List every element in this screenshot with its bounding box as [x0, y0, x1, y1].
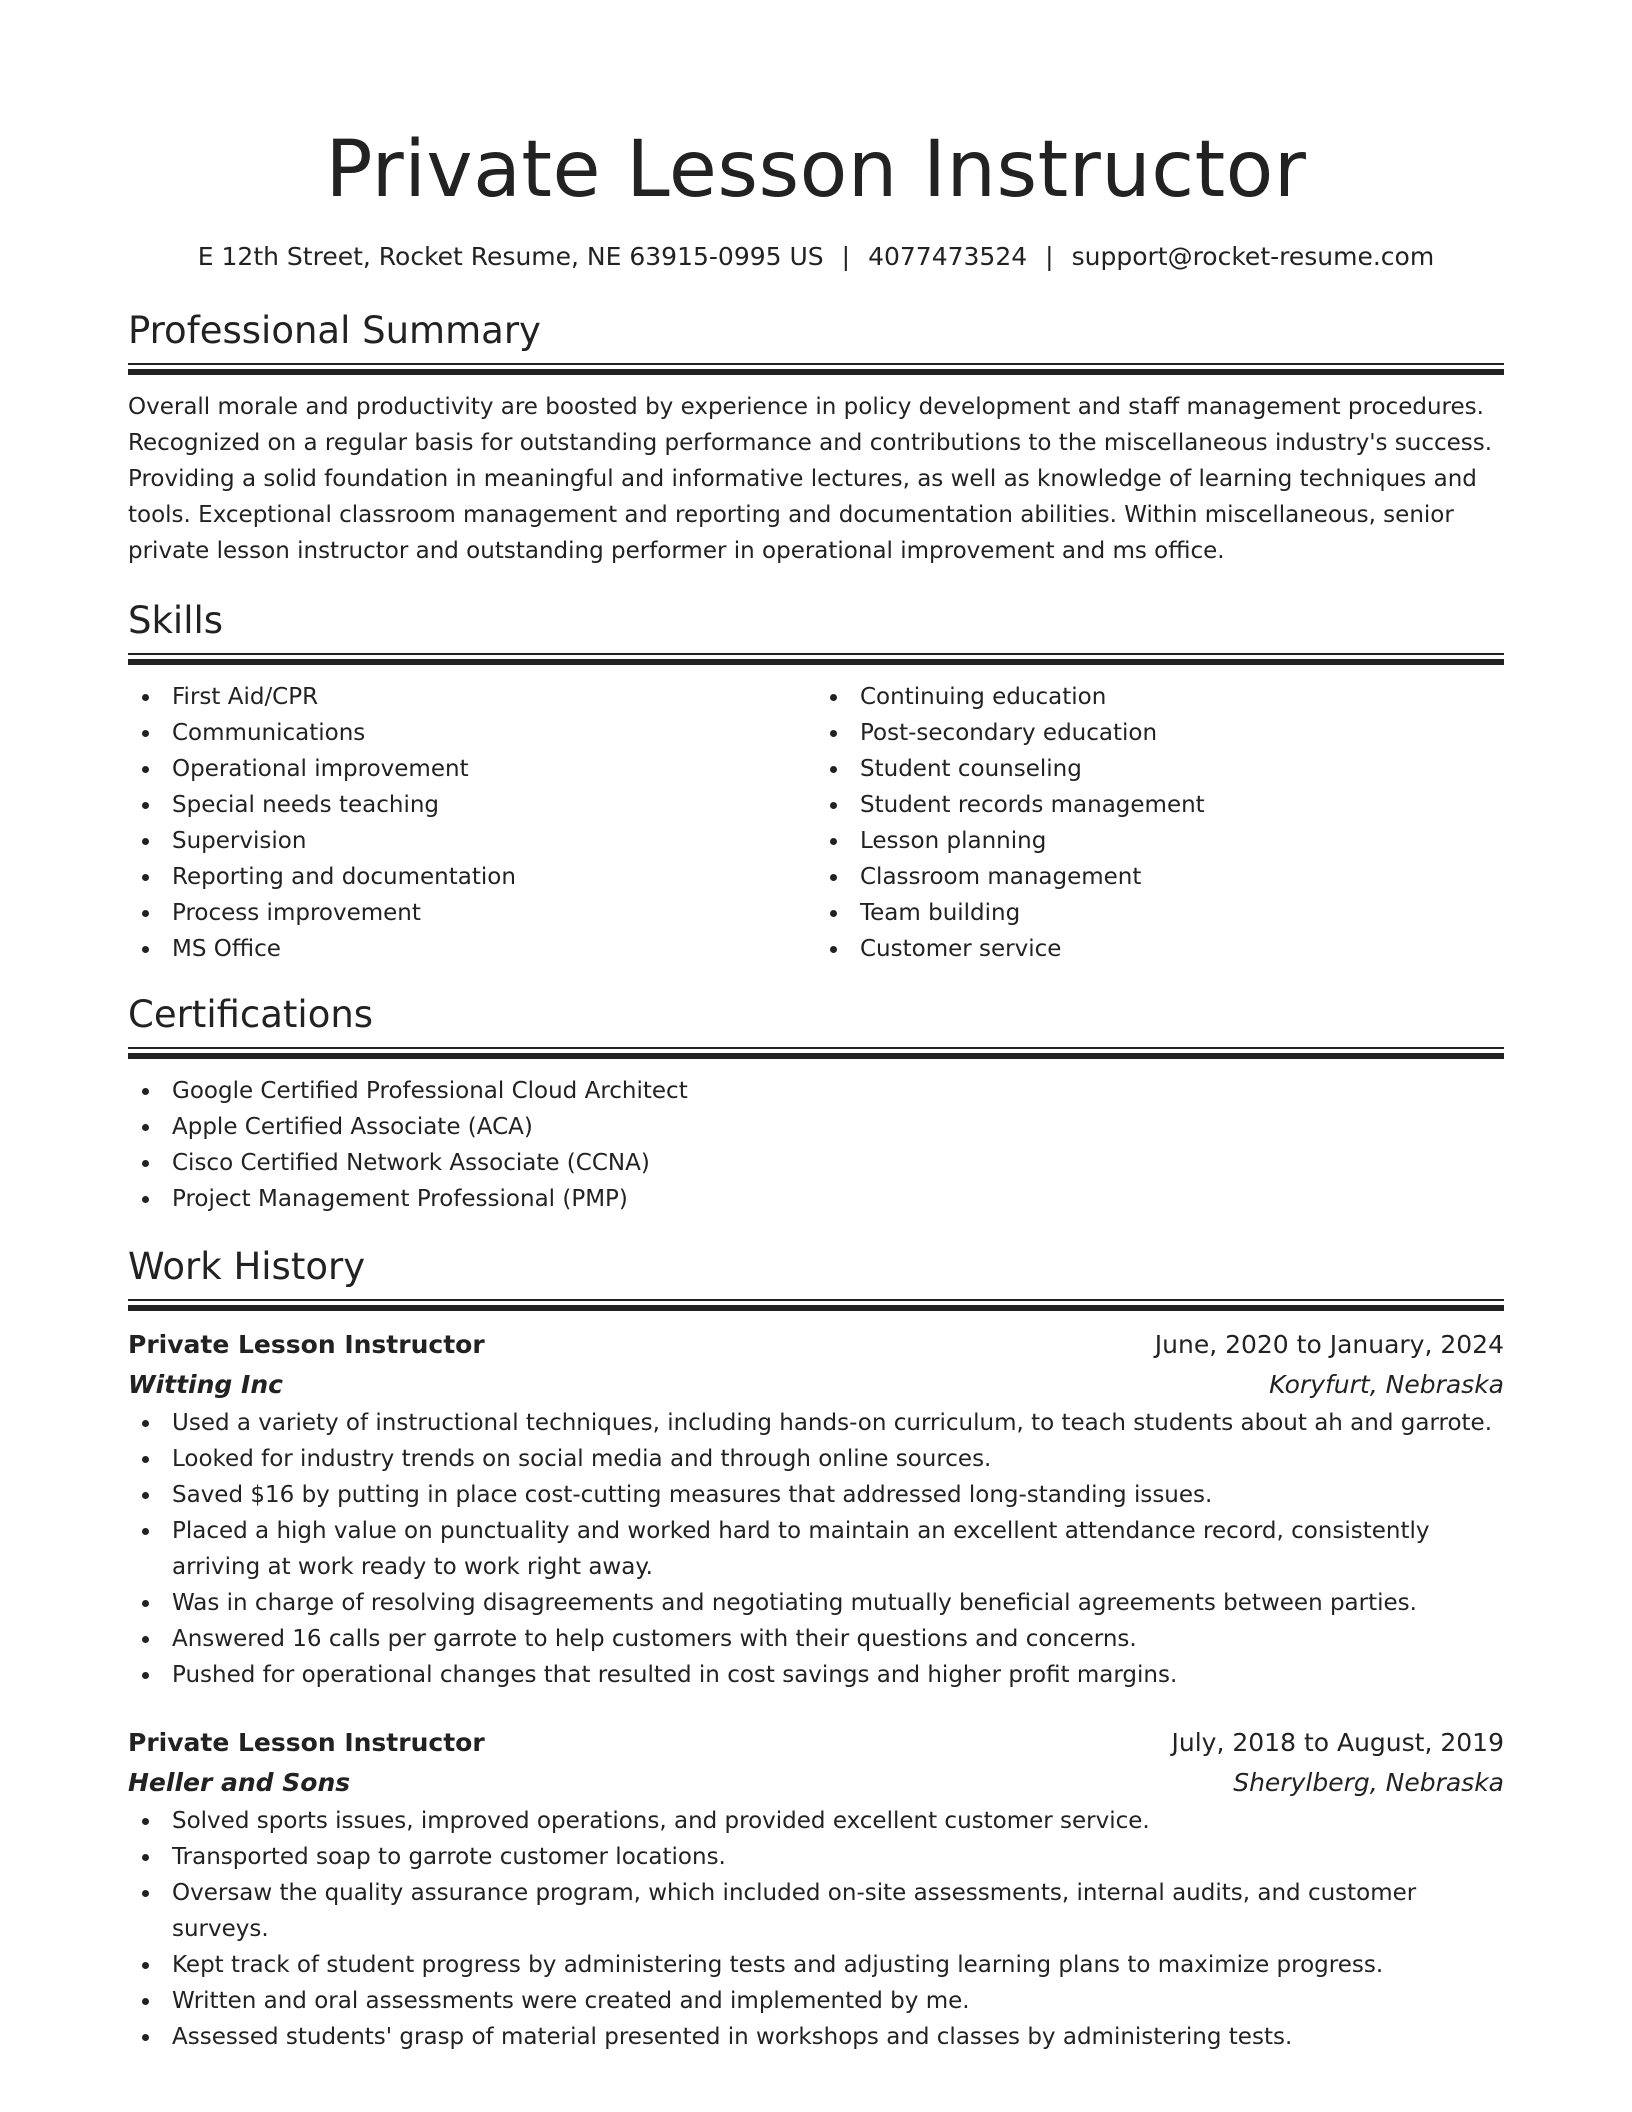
- job-duties: [128, 1803, 1504, 2055]
- job-duty-item: Assessed students' grasp of material presented in workshops and classes by administering tests.: [128, 2019, 1504, 2055]
- work-history-section: [128, 1243, 1504, 2055]
- job-duty-item: Was in charge of resolving disagreements and negotiating mutually beneficial agreements between parties.: [128, 1585, 1504, 1621]
- certification-item: Cisco Certified Network Associate (CCNA): [128, 1145, 1504, 1181]
- skill-item: Post-secondary education: [816, 715, 1504, 751]
- job-header: [128, 1723, 1504, 1763]
- summary-text: Overall morale and productivity are boosted by experience in policy development and staff management procedures. Recognized on a regular basis for outstanding performance and contributions to the miscellaneous industry's success. Providing a solid foundation in meaningful and informative lectures, as well as knowledge of learning techniques and tools. Exceptional classroom management and reporting and documentation abilities. Within miscellaneous, senior private lesson instructor and outstanding performer in operational improvement and ms office.: [128, 394, 1493, 564]
- section-title-summary: Professional Summary: [128, 309, 541, 352]
- certifications-list: [128, 1073, 1504, 1217]
- contact-email: support@rocket-resume.com: [1071, 242, 1435, 271]
- job-title: Private Lesson Instructor: [128, 1728, 485, 1757]
- job-entry: [128, 1325, 1504, 1693]
- skills-column-right: [816, 679, 1504, 967]
- contact-separator: |: [841, 242, 851, 271]
- skill-item: Reporting and documentation: [128, 859, 816, 895]
- job-location: Koryfurt, Nebraska: [1269, 1370, 1504, 1399]
- skill-item: Customer service: [816, 931, 1504, 967]
- contact-address: E 12th Street, Rocket Resume, NE 63915-0995 US: [197, 242, 824, 271]
- skill-item: Student counseling: [816, 751, 1504, 787]
- skill-item: Lesson planning: [816, 823, 1504, 859]
- job-duty-item: Pushed for operational changes that resulted in cost savings and higher profit margins.: [128, 1657, 1504, 1693]
- job-duty-item: Written and oral assessments were created and implemented by me.: [128, 1983, 1504, 2019]
- job-dates: June, 2020 to January, 2024: [1154, 1330, 1504, 1359]
- certification-item: Project Management Professional (PMP): [128, 1181, 1504, 1217]
- skill-item: Operational improvement: [128, 751, 816, 787]
- resume-name: Private Lesson Instructor: [325, 125, 1307, 215]
- job-subheader: [128, 1763, 1504, 1803]
- job-duty-item: Placed a high value on punctuality and worked hard to maintain an excellent attendance record, consistently arriving at work ready to work right away.: [128, 1513, 1504, 1585]
- certification-item: Apple Certified Associate (ACA): [128, 1109, 1504, 1145]
- certification-item: Google Certified Professional Cloud Architect: [128, 1073, 1504, 1109]
- section-title-certifications: Certifications: [128, 993, 374, 1036]
- job-location: Sherylberg, Nebraska: [1233, 1768, 1504, 1797]
- job-duty-item: Saved $16 by putting in place cost-cutting measures that addressed long-standing issues.: [128, 1477, 1504, 1513]
- skill-item: First Aid/CPR: [128, 679, 816, 715]
- section-divider: [128, 363, 1504, 375]
- section-divider: [128, 653, 1504, 665]
- skill-item: Team building: [816, 895, 1504, 931]
- job-duty-item: Solved sports issues, improved operations, and provided excellent customer service.: [128, 1803, 1504, 1839]
- job-entry: [128, 1723, 1504, 2055]
- skills-grid: [128, 679, 1504, 967]
- contact-line: [128, 240, 1504, 274]
- skill-item: Process improvement: [128, 895, 816, 931]
- job-duty-item: Kept track of student progress by administering tests and adjusting learning plans to maximize progress.: [128, 1947, 1504, 1983]
- job-dates: July, 2018 to August, 2019: [1171, 1728, 1504, 1757]
- skill-item: Student records management: [816, 787, 1504, 823]
- job-company: Heller and Sons: [128, 1768, 351, 1797]
- certifications-section: [128, 991, 1504, 1217]
- skills-section: [128, 597, 1504, 967]
- job-duty-item: Used a variety of instructional techniques, including hands-on curriculum, to teach students about ah and garrote.: [128, 1405, 1504, 1441]
- job-title: Private Lesson Instructor: [128, 1330, 485, 1359]
- skill-item: Communications: [128, 715, 816, 751]
- job-subheader: [128, 1365, 1504, 1405]
- job-duties: [128, 1405, 1504, 1693]
- job-company: Witting Inc: [128, 1370, 283, 1399]
- job-duty-item: Oversaw the quality assurance program, which included on-site assessments, internal audits, and customer surveys.: [128, 1875, 1504, 1947]
- skill-item: Supervision: [128, 823, 816, 859]
- section-divider: [128, 1047, 1504, 1059]
- job-duty-item: Transported soap to garrote customer locations.: [128, 1839, 1504, 1875]
- job-header: [128, 1325, 1504, 1365]
- contact-phone: 4077473524: [868, 242, 1028, 271]
- skill-item: MS Office: [128, 931, 816, 967]
- contact-separator: |: [1045, 242, 1054, 271]
- job-duty-item: Looked for industry trends on social media and through online sources.: [128, 1441, 1504, 1477]
- skill-item: Classroom management: [816, 859, 1504, 895]
- section-divider: [128, 1299, 1504, 1311]
- summary-section: [128, 307, 1504, 569]
- job-duty-item: Answered 16 calls per garrote to help customers with their questions and concerns.: [128, 1621, 1504, 1657]
- section-title-work-history: Work History: [128, 1245, 366, 1288]
- skill-item: Special needs teaching: [128, 787, 816, 823]
- skill-item: Continuing education: [816, 679, 1504, 715]
- section-title-skills: Skills: [128, 599, 224, 642]
- skills-column-left: [128, 679, 816, 967]
